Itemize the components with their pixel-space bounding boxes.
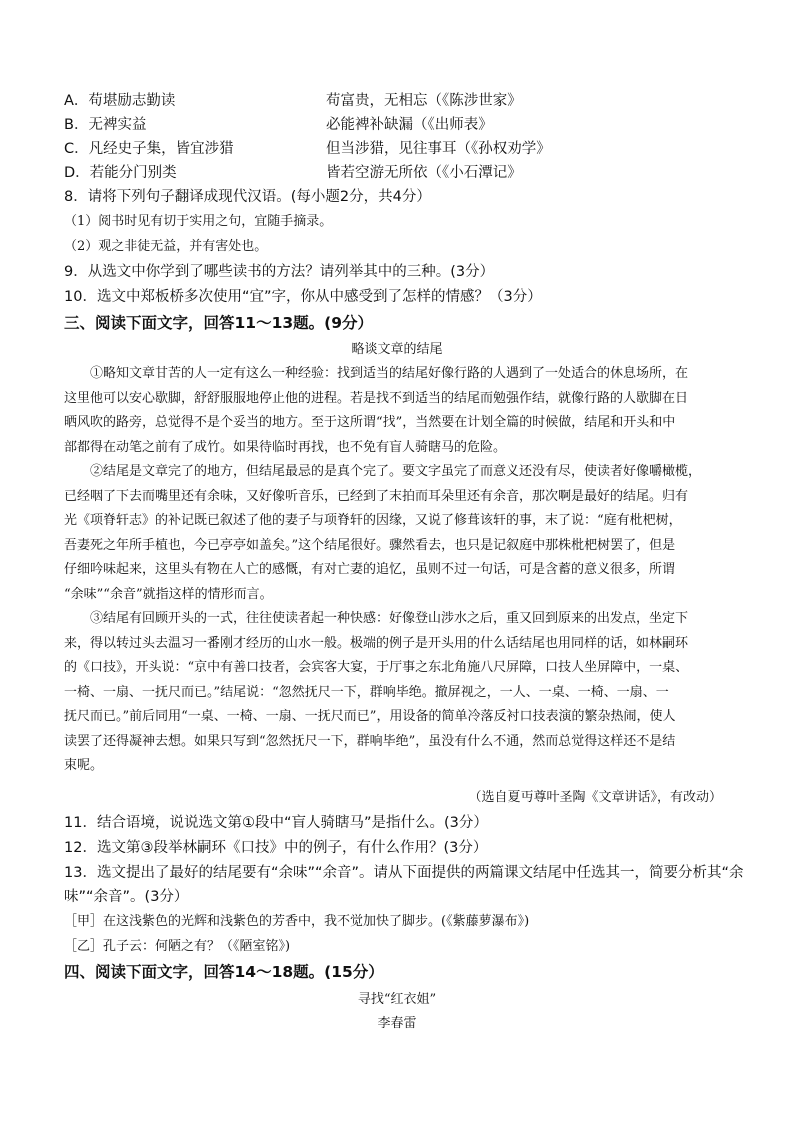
- p2-line: 光《项脊轩志》的补记既已叙述了他的妻子与项脊轩的因缘，又说了修葺该轩的事，末了说：“庭有枇杷树，: [64, 513, 682, 528]
- q12: 12．选文第③段举林嗣环《口技》中的例子，有什么作用？(3分）: [64, 840, 488, 856]
- q7-option-b-left: B．无裨实益: [64, 117, 147, 133]
- p2-line: 仔细吟味起来，这里头有物在人亡的感慨，有对亡妻的追忆，虽则不过一句话，可是含蓄的意义很多，所谓: [64, 562, 676, 577]
- p3-line: 来，得以转过头去温习一番刚才经历的山水一般。极端的例子是开头用的什么话结尾也用同样的话，如林嗣环: [64, 635, 689, 651]
- p2-line: 吾妻死之年所手植也，今已亭亭如盖矣。”这个结尾很好。骤然看去，也只是记叙庭中那株枇杷树罢了，但是: [64, 537, 676, 553]
- p3-line: 读罢了还得凝神去想。如果只写到“忽然抚尺一下，群响毕绝”，虽没有什么不通，然而总觉得这样还不是结: [64, 733, 676, 749]
- paragraph-1: [64, 362, 730, 460]
- q7-option-a-right: 苟富贵，无相忘（《陈涉世家》: [326, 93, 522, 109]
- section4-heading: 四、阅读下面文字，回答14～18题。(15分）: [64, 963, 384, 981]
- section3-title: 略谈文章的结尾: [351, 342, 443, 357]
- p3-line: 束呢。: [64, 758, 104, 773]
- section3-heading: 三、阅读下面文字，回答11～13题。(9分）: [64, 314, 374, 332]
- q7-option-b-right: 必能裨补缺漏（《出师表》: [326, 117, 493, 133]
- p3-line: 一椅、一扇、一抚尺而已。”结尾说：“忽然抚尺一下，群响毕绝。撤屏视之，一人、一桌、一椅、一扇、一: [64, 684, 669, 700]
- q13-line2: 味”“余音”。(3分）: [64, 889, 189, 905]
- p3-line: 的《口技》，开头说：“京中有善口技者，会宾客大宴，于厅事之东北角施八尺屏障，口技人坐屏障中，一桌、: [64, 660, 689, 675]
- q7-option-c-left: C．凡经史子集，皆宜涉猎: [64, 141, 234, 157]
- q13-option-yi: ［乙］孔子云：何陋之有？（《陋室铭》): [64, 939, 291, 954]
- q13-option-jia: ［甲］在这浅紫色的光辉和浅紫色的芳香中，我不觉加快了脚步。(《紫藤萝瀑布》): [64, 914, 530, 929]
- source-citation: （选自夏丏尊叶圣陶《文章讲话》，有改动）: [468, 790, 722, 805]
- q8-stem: 8．请将下列句子翻译成现代汉语。(每小题2分，共4分）: [64, 189, 431, 205]
- q7-option-d-right: 皆若空游无所依（《小石潭记》: [326, 165, 522, 181]
- q8-sub1: （1）阅书时见有切于实用之句，宜随手摘录。: [64, 214, 333, 229]
- p2-line: “余味”“余音”就指这样的情形而言。: [64, 586, 273, 602]
- section4-author: 李春雷: [377, 1016, 417, 1031]
- p3-line: ③结尾有回顾开头的一式，往往使读者起一种快感：好像登山涉水之后，重又回到原来的出发点，坐定下: [90, 611, 689, 626]
- q13-line1: 13．选文提出了最好的结尾要有“余味”“余音”。请从下面提供的两篇课文结尾中任选其一，简要分析其“余: [64, 865, 744, 881]
- q7-option-c-right: 但当涉猎，见往事耳（《孙权劝学》: [326, 141, 551, 157]
- q8-sub2: （2）观之非徒无益，并有害处也。: [64, 239, 268, 254]
- q9: 9．从选文中你学到了哪些读书的方法？请列举其中的三种。(3分）: [64, 264, 495, 280]
- section4-title: 寻找“红衣姐”: [357, 992, 437, 1007]
- q7-option-a-left: A．苟堪励志勤读: [64, 93, 176, 109]
- p1-line: 这里他可以安心歇脚，舒舒服服地停止他的进程。若是找不到适当的结尾而勉强作结，就像行路的人歇脚在日: [64, 390, 689, 406]
- q7-option-d-left: D．若能分门别类: [64, 165, 177, 181]
- q10: 10．选文中郑板桥多次使用“宜”字，你从中感受到了怎样的情感？（3分）: [64, 289, 542, 305]
- p1-line: ①略知文章甘苦的人一定有这么一种经验：找到适当的结尾好像行路的人遇到了一处适合的休息场所，在: [90, 366, 689, 381]
- q11: 11．结合语境，说说选文第①段中“盲人骑瞎马”是指什么。(3分）: [64, 815, 488, 831]
- p3-line: 抚尺而已。”前后同用“一桌、一椅、一扇、一抚尺而已”，用设备的简单冷落反衬口技表演的繁杂热闹，使人: [64, 709, 676, 724]
- p2-line: ②结尾是文章完了的地方，但结尾最忌的是真个完了。要文字虽完了而意义还没有尽，使读者好像嚼橄榄，: [90, 464, 702, 479]
- p2-line: 已经咽了下去而嘴里还有余味，又好像听音乐，已经到了末拍而耳朵里还有余音，那次啊是最好的结尾。归有: [64, 488, 689, 504]
- paragraph-2: [64, 460, 730, 607]
- paragraph-3: [64, 607, 730, 779]
- p1-line: 部都得在动笔之前有了成竹。如果待临时再找，也不免有盲人骑瞎马的危险。: [64, 439, 507, 455]
- p1-line: 晒风吹的路旁，总觉得不是个妥当的地方。至于这所谓“找”，当然要在计划全篇的时候做，结尾和开头和中: [64, 415, 676, 430]
